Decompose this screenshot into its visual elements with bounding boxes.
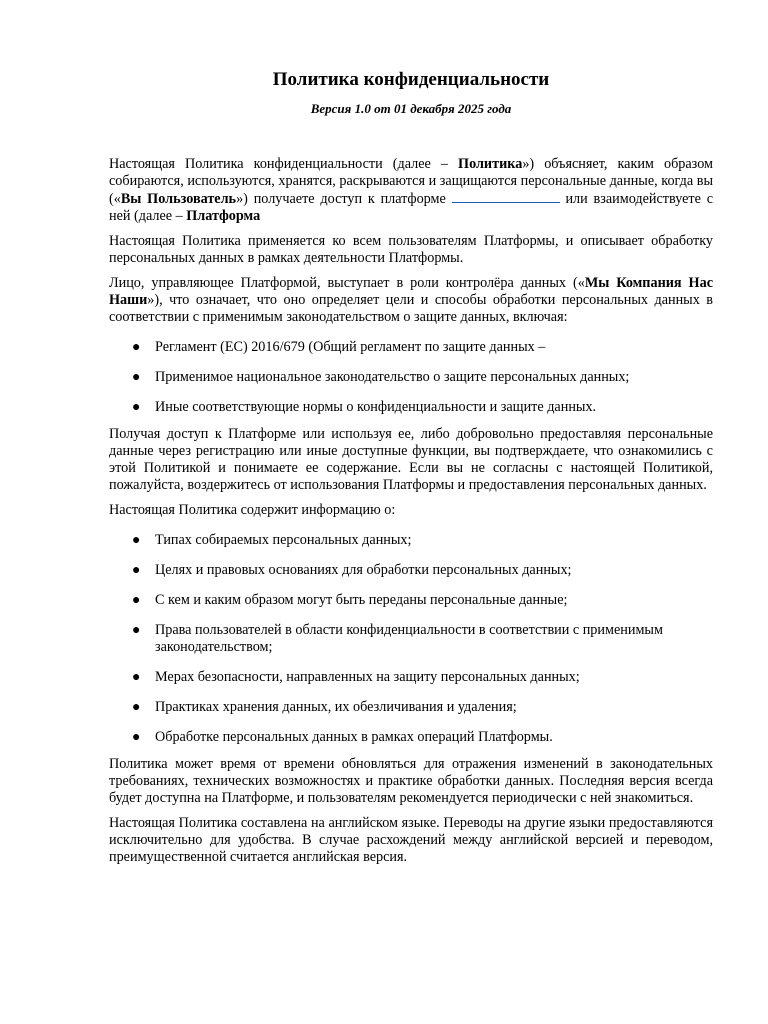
list-item — [109, 592, 713, 609]
contents-intro-paragraph: Настоящая Политика содержит информацию о: — [109, 502, 396, 518]
list-item — [109, 562, 713, 579]
list-item-text: Целях и правовых основаниях для обработки персональных данных; — [155, 562, 572, 578]
list-item-text: Применимое национальное законодательство о защите персональных данных; — [155, 369, 630, 385]
document-version: Версия 1.0 от 01 декабря 2025 года — [310, 101, 512, 116]
intro-term-platform: Платформа — [186, 208, 261, 224]
bullet-icon: ● — [132, 533, 141, 548]
list-item — [109, 532, 713, 549]
updates-paragraph: Политика может время от времени обновляться для отражения изменений в законодательных требованиях, технических возможностях и практике обработки данных. Последняя версия всегда будет доступна на Платформе, и пользователям рекомендуется периодически с ней знакомиться. — [109, 756, 713, 806]
bullet-icon: ● — [132, 670, 141, 685]
controller-paragraph — [109, 275, 713, 326]
bullet-icon: ● — [132, 400, 141, 415]
bullet-icon: ● — [132, 370, 141, 385]
bullet-icon: ● — [132, 563, 141, 578]
bullet-icon: ● — [132, 730, 141, 745]
bullet-icon: ● — [132, 623, 141, 638]
intro-paragraph — [109, 156, 713, 225]
list-item — [109, 369, 713, 386]
list-item-text: Иные соответствующие нормы о конфиденциальности и защите данных. — [155, 399, 597, 415]
list-item-text: Практиках хранения данных, их обезличивания и удаления; — [155, 699, 517, 715]
list-item — [109, 669, 713, 686]
consent-paragraph: Получая доступ к Платформе или используя ее, либо добровольно предоставляя персональные данные через регистрацию или иные доступные функции, вы подтверждаете, что ознакомились с этой Политикой и понимаете ее содержание. Если вы не согласны с настоящей Политикой, пожалуйста, воздержитесь от использования Платформы и предоставления персональных данных. — [109, 426, 713, 493]
controller-text-c: »), что означает, что оно определяет цели и способы обработки персональных данных в соответствии с применимым законодательством о защите данных, включая: — [109, 292, 713, 325]
bullet-icon: ● — [132, 593, 141, 608]
list-item — [109, 699, 713, 716]
list-item-text: Обработке персональных данных в рамках операций Платформы. — [155, 729, 553, 745]
controller-text-a: Лицо, управляющее Платформой, выступает в роли контролёра данных (« — [109, 275, 585, 291]
intro-text-f: или взаимодействуете с ней (далее – — [109, 191, 714, 224]
document-page — [109, 68, 713, 874]
legal-basis-list — [109, 339, 713, 416]
intro-text-e: ») получаете доступ к платформе — [236, 191, 452, 207]
list-item — [109, 339, 713, 356]
list-item — [109, 622, 713, 656]
intro-text-a: Настоящая Политика конфиденциальности (далее – — [109, 156, 459, 172]
list-item-text: Мерах безопасности, направленных на защиту персональных данных; — [155, 669, 580, 685]
list-item-text: С кем и каким образом могут быть переданы персональные данные; — [155, 592, 568, 608]
bullet-icon: ● — [132, 340, 141, 355]
bullet-icon: ● — [132, 700, 141, 715]
document-title: Политика конфиденциальности — [272, 69, 550, 90]
contents-list — [109, 532, 713, 746]
intro-term-policy: Политика — [458, 156, 523, 172]
intro-text-c: ») объясняет, каким образом собираются, используются, хранятся, раскрываются и защищаются персональные данные, когда вы (« — [109, 156, 713, 207]
list-item-text: Типах собираемых персональных данных; — [155, 532, 412, 548]
platform-link-blank[interactable] — [452, 190, 560, 203]
list-item-text: Регламент (ЕС) 2016/679 (Общий регламент по защите данных – — [155, 339, 546, 355]
intro-term-user: Вы Пользователь — [120, 191, 237, 207]
scope-paragraph: Настоящая Политика применяется ко всем пользователям Платформы, и описывает обработку персональных данных в рамках деятельности Платформы. — [109, 233, 713, 266]
controller-terms: Мы Компания Нас Наши — [109, 275, 713, 308]
language-paragraph: Настоящая Политика составлена на английском языке. Переводы на другие языки предоставляются исключительно для удобства. В случае расхождений между английской версией и переводом, преимущественной считается английская версия. — [109, 815, 713, 865]
list-item — [109, 399, 713, 416]
list-item-text: Права пользователей в области конфиденциальности в соответствии с применимым законодательством; — [155, 622, 663, 655]
list-item — [109, 729, 713, 746]
